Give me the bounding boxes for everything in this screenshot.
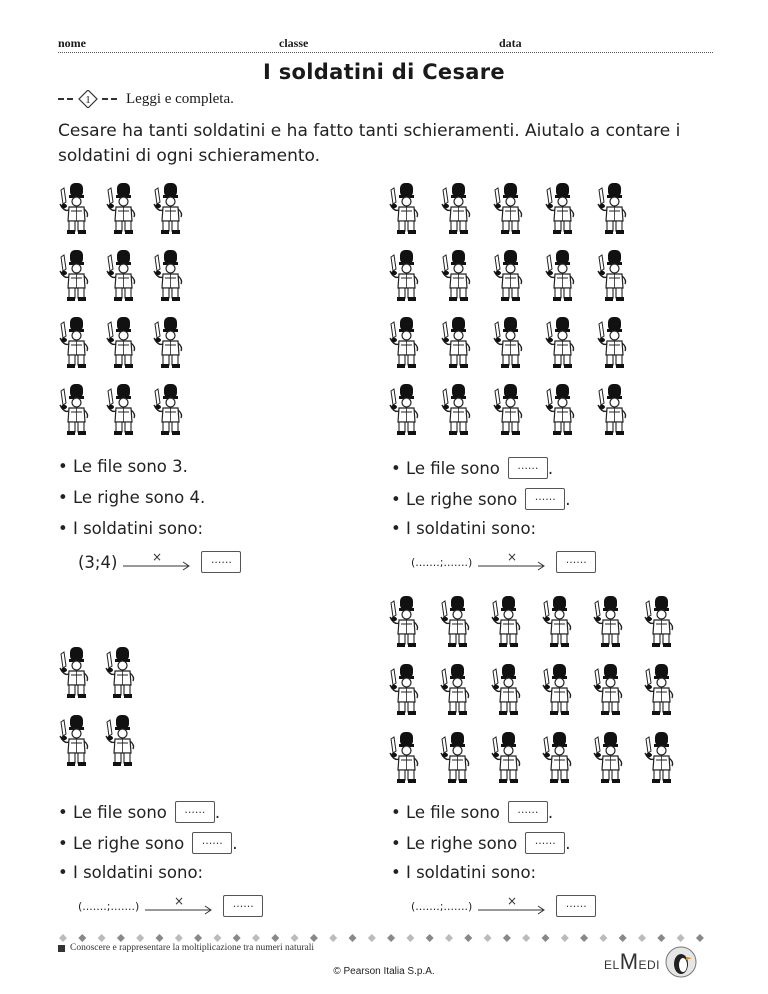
toy-soldier-icon [541, 182, 581, 238]
square-bullet-icon [58, 945, 65, 952]
toy-soldier-icon [436, 595, 476, 651]
exercise-number: 1 [85, 94, 91, 106]
toy-soldier-icon [102, 182, 142, 238]
group-1-righe: • Le righe sono 4. [58, 488, 206, 507]
toy-soldier-icon [102, 316, 142, 372]
toy-soldier-icon [538, 663, 578, 719]
toy-soldier-icon [385, 663, 425, 719]
toy-soldier-icon [436, 731, 476, 787]
toy-soldier-icon [589, 595, 629, 651]
multiplication-arrow-icon [121, 552, 193, 572]
header-dotted-line [58, 52, 713, 53]
group-2-answer-box[interactable]: ...... [556, 551, 596, 573]
group-4-answer-box[interactable]: ...... [556, 895, 596, 917]
toy-soldier-icon [489, 249, 529, 305]
group-3-righe-box[interactable]: ...... [192, 832, 232, 854]
page-title: I soldatini di Cesare [263, 60, 505, 84]
exercise-number-badge-icon [58, 90, 118, 108]
group-4-righe: • Le righe sono ...... . [391, 833, 571, 853]
exercise-heading [58, 90, 234, 108]
toy-soldier-icon [149, 316, 189, 372]
footer-topic [58, 943, 314, 953]
toy-soldier-icon [437, 249, 477, 305]
group-3-righe: • Le righe sono ...... . [58, 833, 238, 853]
group-1-pair: (3;4) [78, 552, 118, 572]
toy-soldier-icon [149, 182, 189, 238]
group-3-pair[interactable]: (.......;.......) [78, 899, 140, 913]
toy-soldier-icon [437, 383, 477, 439]
toy-soldier-icon [541, 249, 581, 305]
toy-soldier-icon [589, 663, 629, 719]
penguin-logo-icon [664, 945, 698, 979]
group-4-righe-label: • Le righe sono [391, 833, 518, 853]
group-1-file: • Le file sono 3. [58, 457, 188, 476]
times-sign: × [507, 896, 518, 908]
classe-label: classe [279, 36, 309, 50]
exercise-instruction: Leggi e completa. [126, 90, 234, 107]
group-2-file-label: • Le file sono [391, 458, 500, 478]
toy-soldier-icon [489, 182, 529, 238]
toy-soldier-icon [593, 383, 633, 439]
group-4-soldatini: • I soldatini sono: [391, 863, 537, 882]
group-3-answer-box[interactable]: ...... [223, 895, 263, 917]
group-2-righe: • Le righe sono ...... . [391, 489, 571, 509]
group-2-file-box[interactable]: ...... [508, 457, 548, 479]
elmedi-logo [604, 945, 698, 979]
toy-soldier-icon [640, 731, 680, 787]
toy-soldier-icon [487, 595, 527, 651]
toy-soldier-icon [437, 182, 477, 238]
group-3-soldatini: • I soldatini sono: [58, 863, 204, 882]
group-3-file-label: • Le file sono [58, 802, 167, 822]
group-2-righe-label: • Le righe sono [391, 489, 518, 509]
group-1-formula [78, 551, 241, 573]
group-1-soldatini: • I soldatini sono: [58, 519, 204, 538]
toy-soldier-icon [436, 663, 476, 719]
toy-soldier-icon [55, 646, 95, 702]
toy-soldier-icon [102, 383, 142, 439]
group-3-file: • Le file sono ...... . [58, 802, 221, 822]
footer-diamond-rule [58, 933, 713, 943]
toy-soldier-icon [101, 646, 141, 702]
times-sign: × [152, 552, 163, 564]
toy-soldier-icon [55, 249, 95, 305]
group-2-file: • Le file sono ...... . [391, 458, 554, 478]
toy-soldier-icon [538, 595, 578, 651]
group-4-file: • Le file sono ...... . [391, 802, 554, 822]
data-label: data [499, 36, 522, 50]
copyright: © Pearson Italia S.p.A. [333, 966, 435, 977]
toy-soldier-icon [640, 595, 680, 651]
logo-text: ELMEDI [604, 949, 661, 974]
toy-soldier-icon [487, 731, 527, 787]
toy-soldier-icon [55, 182, 95, 238]
group-1-answer-box[interactable]: ...... [201, 551, 241, 573]
toy-soldier-icon [593, 182, 633, 238]
group-3-formula [78, 895, 263, 917]
toy-soldier-icon [101, 714, 141, 770]
toy-soldier-icon [538, 731, 578, 787]
toy-soldier-icon [489, 316, 529, 372]
toy-soldier-icon [149, 249, 189, 305]
times-sign: × [507, 552, 518, 564]
group-4-formula [411, 895, 596, 917]
toy-soldier-icon [437, 316, 477, 372]
toy-soldier-icon [55, 383, 95, 439]
toy-soldier-icon [385, 182, 425, 238]
group-3-file-box[interactable]: ...... [175, 801, 215, 823]
group-4-file-label: • Le file sono [391, 802, 500, 822]
toy-soldier-icon [593, 249, 633, 305]
toy-soldier-icon [640, 663, 680, 719]
multiplication-arrow-icon [476, 552, 548, 572]
toy-soldier-icon [385, 316, 425, 372]
toy-soldier-icon [541, 383, 581, 439]
toy-soldier-icon [489, 383, 529, 439]
group-2-pair[interactable]: (.......;.......) [411, 555, 473, 569]
toy-soldier-icon [55, 714, 95, 770]
toy-soldier-icon [385, 731, 425, 787]
footer-topic-text: Conoscere e rappresentare la moltiplicazione tra numeri naturali [70, 943, 314, 953]
intro-text: Cesare ha tanti soldatini e ha fatto tanti schieramenti. Aiutalo a contare i soldatini di ogni schieramento. [58, 121, 681, 166]
toy-soldier-icon [55, 316, 95, 372]
group-2-soldatini: • I soldatini sono: [391, 519, 537, 538]
group-4-file-box[interactable]: ...... [508, 801, 548, 823]
toy-soldier-icon [149, 383, 189, 439]
group-4-righe-box[interactable]: ...... [525, 832, 565, 854]
times-sign: × [174, 896, 185, 908]
toy-soldier-icon [541, 316, 581, 372]
nome-label: nome [58, 36, 86, 50]
toy-soldier-icon [385, 383, 425, 439]
group-2-formula [411, 551, 596, 573]
toy-soldier-icon [385, 595, 425, 651]
toy-soldier-icon [385, 249, 425, 305]
multiplication-arrow-icon [143, 896, 215, 916]
group-3-righe-label: • Le righe sono [58, 833, 185, 853]
toy-soldier-icon [593, 316, 633, 372]
toy-soldier-icon [487, 663, 527, 719]
toy-soldier-icon [589, 731, 629, 787]
group-2-righe-box[interactable]: ...... [525, 488, 565, 510]
toy-soldier-icon [102, 249, 142, 305]
group-4-pair[interactable]: (.......;.......) [411, 899, 473, 913]
multiplication-arrow-icon [476, 896, 548, 916]
